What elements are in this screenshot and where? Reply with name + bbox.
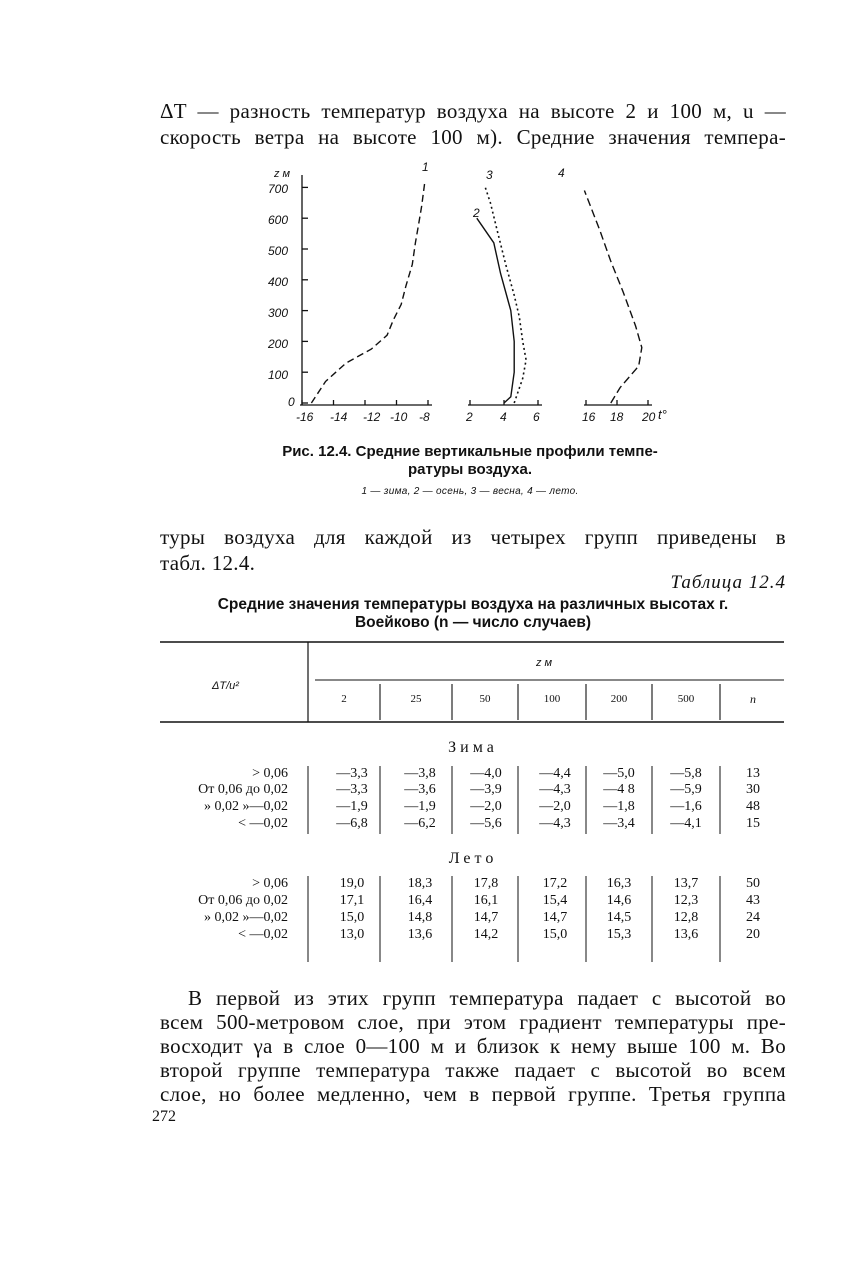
table-cell: —6,2 (404, 816, 436, 831)
x-tick-label: 18 (610, 410, 624, 424)
text-line: второй группе температура также падает с высотой во всем (160, 1058, 786, 1082)
table-cell: 15,0 (542, 927, 568, 942)
curve-label: 1 (422, 160, 429, 174)
table-title (160, 596, 786, 632)
y-tick-label: 0 (288, 395, 295, 409)
section-title-winter: Зима (448, 739, 498, 756)
row-label: От 0,06 до 0,02 (198, 782, 288, 797)
profile-curve-1 (311, 181, 425, 403)
table-cell: 13 (746, 766, 760, 781)
row-label: < —0,02 (238, 927, 288, 942)
text-line: скорость ветра на высоте 100 м). Средние значения темпера- (160, 125, 786, 149)
x-tick-label: -12 (363, 410, 381, 424)
text-line: ΔT — разность температур воздуха на высоте 2 и 100 м, u — (160, 99, 786, 123)
table-cell: 24 (746, 910, 760, 925)
table-cell: 17,2 (542, 876, 568, 891)
table-cell: 16,3 (606, 876, 632, 891)
table-cell: —1,8 (603, 799, 635, 814)
x-tick-label: -14 (330, 410, 348, 424)
table-cell: 15 (746, 816, 760, 831)
x-tick-label: 16 (582, 410, 596, 424)
table-cell: —4,4 (539, 766, 571, 781)
text-line: слое, но более медленно, чем в первой группе. Третья группа (160, 1082, 786, 1106)
table-cell: 14,8 (407, 910, 433, 925)
table-cell: —3,3 (336, 766, 368, 781)
curve-label: 3 (486, 168, 493, 182)
table-cell: 50 (746, 876, 760, 891)
column-header: 200 (610, 693, 628, 705)
table-cell: 16,4 (407, 893, 433, 908)
paragraph-top (160, 98, 786, 150)
column-header: 100 (543, 693, 561, 705)
text-line: табл. 12.4. (160, 551, 256, 575)
column-header: 2 (341, 693, 347, 705)
table-title-line: Средние значения температуры воздуха на различных высотах г. (217, 596, 729, 613)
table-cell: —4,0 (470, 766, 502, 781)
row-label: > 0,06 (252, 876, 288, 891)
row-label: < —0,02 (238, 816, 288, 831)
table-cell: 43 (746, 893, 760, 908)
page-number: 272 (152, 1108, 176, 1125)
x-tick-label: 6 (533, 410, 540, 424)
y-tick-label: 200 (268, 337, 289, 351)
profile-curve-2 (477, 218, 514, 403)
table-cell: 17,1 (339, 893, 365, 908)
table-cell: 17,8 (473, 876, 499, 891)
figure-legend: 1 — зима, 2 — осень, 3 — весна, 4 — лето. (361, 486, 579, 497)
curve-label: 4 (558, 166, 565, 180)
table-cell: —5,8 (670, 766, 702, 781)
curve-label: 2 (473, 206, 480, 220)
table-cell: —1,6 (670, 799, 702, 814)
y-tick-label: 500 (268, 244, 289, 258)
y-tick-label: 600 (268, 213, 289, 227)
table-cell: 18,3 (407, 876, 433, 891)
table-cell: —2,0 (470, 799, 502, 814)
table-cell: —5,6 (470, 816, 502, 831)
caption-line: ратуры воздуха. (407, 461, 533, 478)
table-cell: 14,7 (473, 910, 499, 925)
column-header: n (750, 692, 756, 706)
table-cell: 14,5 (606, 910, 632, 925)
x-tick-label: -16 (296, 410, 314, 424)
table-cell: —5,0 (603, 766, 635, 781)
table-cell: 30 (746, 782, 760, 797)
row-label: » 0,02 »—0,02 (204, 910, 288, 925)
section-title-summer: Лето (448, 850, 498, 867)
table-cell: 14,6 (606, 893, 632, 908)
table-cell: 16,1 (473, 893, 499, 908)
table-cell: —3,3 (336, 782, 368, 797)
x-tick-label: -8 (419, 410, 430, 424)
table-cell: 19,0 (339, 876, 365, 891)
x-axis-unit: t° (658, 407, 667, 422)
caption-line: Рис. 12.4. Средние вертикальные профили темпе- (282, 443, 658, 460)
y-tick-label: 300 (268, 306, 289, 320)
table-cell: 15,4 (542, 893, 568, 908)
paragraph-bottom (160, 986, 786, 1106)
table-cell: 14,2 (473, 927, 499, 942)
table-cell: 12,3 (673, 893, 699, 908)
temperature-profile-figure (260, 155, 700, 435)
profile-curve-4 (584, 191, 641, 404)
row-label: » 0,02 »—0,02 (204, 799, 288, 814)
table-stub-header: ΔT/u² (212, 680, 239, 692)
x-tick-label: 4 (500, 410, 507, 424)
y-axis-unit: z м (274, 168, 291, 180)
column-header: 500 (677, 693, 695, 705)
paragraph-middle (160, 524, 786, 576)
profile-curve-3 (485, 187, 526, 403)
x-tick-label: 20 (642, 410, 656, 424)
table-title-line: Воейково (n — число случаев) (354, 614, 592, 631)
text-line: туры воздуха для каждой из четырех групп приведены в (160, 525, 786, 549)
table-cell: 20 (746, 927, 760, 942)
table-cell: —2,0 (539, 799, 571, 814)
text-line: В первой из этих групп температура падает с высотой во (188, 986, 786, 1010)
table-cell: 15,3 (606, 927, 632, 942)
table-cell: 13,6 (673, 927, 699, 942)
figure-caption (200, 443, 740, 479)
table-cell: 48 (746, 799, 760, 814)
table-cell: 13,6 (407, 927, 433, 942)
table-cell: 12,8 (673, 910, 699, 925)
x-tick-label: 2 (466, 410, 473, 424)
table-group-header: z м (536, 657, 553, 669)
table-cell: —4,1 (670, 816, 702, 831)
table-cell: —1,9 (404, 799, 436, 814)
y-tick-label: 100 (268, 368, 289, 382)
column-header: 25 (410, 693, 422, 705)
table-cell: —3,9 (470, 782, 502, 797)
table-cell: —4,3 (539, 782, 571, 797)
table-cell: —1,9 (336, 799, 368, 814)
table-cell: 13,7 (673, 876, 699, 891)
text-line: восходит γa в слое 0—100 м и близок к нему выше 100 м. Во (160, 1034, 786, 1058)
table-cell: —6,8 (336, 816, 368, 831)
table-cell: 15,0 (339, 910, 365, 925)
table-cell: 14,7 (542, 910, 568, 925)
table-cell: —5,9 (670, 782, 702, 797)
table-cell: —3,6 (404, 782, 436, 797)
y-tick-label: 400 (268, 275, 289, 289)
y-tick-label: 700 (268, 182, 289, 196)
table-cell: —3,4 (603, 816, 635, 831)
table-cell: —4,3 (539, 816, 571, 831)
table-cell: 13,0 (339, 927, 365, 942)
table-label: Таблица 12.4 (670, 572, 786, 593)
table-cell: —4 8 (603, 782, 635, 797)
x-tick-label: -10 (390, 410, 408, 424)
row-label: > 0,06 (252, 766, 288, 781)
row-label: От 0,06 до 0,02 (198, 893, 288, 908)
column-header: 50 (479, 693, 491, 705)
text-line: всем 500-метровом слое, при этом градиент температуры пре- (160, 1010, 786, 1034)
table-cell: —3,8 (404, 766, 436, 781)
